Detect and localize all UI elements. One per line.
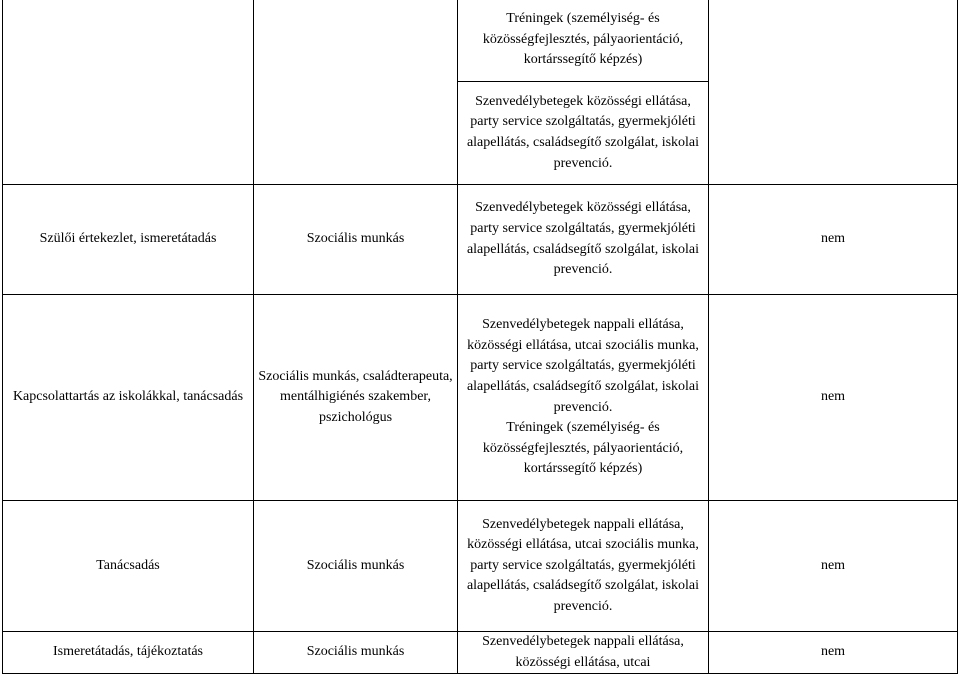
table-row <box>3 632 958 674</box>
service-text: Szenvedélybetegek nappali ellátása, közösségi ellátása, utcai szociális munka, party service szolgáltatás, gyermekjóléti alapellátás, családsegítő szolgálat, iskolai prevenció. <box>466 317 700 415</box>
service-cell <box>458 295 709 501</box>
activity-cell: Szülői értekezlet, ismeretátadás <box>3 185 254 295</box>
activity-cell: Kapcsolattartás az iskolákkal, tanácsadás <box>3 295 254 501</box>
table-row <box>3 501 958 632</box>
fee-cell: nem <box>709 632 958 674</box>
fee-cell: nem <box>709 501 958 632</box>
service-cell: Szenvedélybetegek nappali ellátása, közösségi ellátása, utcai <box>458 632 709 674</box>
service-cell: Tréningek (személyiség- és közösségfejlesztés, pályaorientáció, kortárssegítő képzés) <box>458 0 709 82</box>
table-row <box>3 185 958 295</box>
activity-cell <box>3 0 254 185</box>
staff-cell: Szociális munkás <box>254 632 458 674</box>
services-table <box>2 0 958 674</box>
staff-cell: Szociális munkás, családterapeuta, mentálhigiénés szakember, pszichológus <box>254 295 458 501</box>
staff-cell: Szociális munkás <box>254 501 458 632</box>
activity-cell: Tanácsadás <box>3 501 254 632</box>
service-cell: Szenvedélybetegek közösségi ellátása, party service szolgáltatás, gyermekjóléti alapellátás, családsegítő szolgálat, iskolai prevenció. <box>458 185 709 295</box>
table-row <box>3 295 958 501</box>
fee-cell: nem <box>709 185 958 295</box>
activity-cell: Ismeretátadás, tájékoztatás <box>3 632 254 674</box>
fee-cell: nem <box>709 295 958 501</box>
staff-cell <box>254 0 458 185</box>
staff-cell: Szociális munkás <box>254 185 458 295</box>
training-text: Tréningek (személyiség- és közösségfejlesztés, pályaorientáció, kortárssegítő képzés) <box>482 420 684 477</box>
service-cell: Szenvedélybetegek közösségi ellátása, party service szolgáltatás, gyermekjóléti alapellátás, családsegítő szolgálat, iskolai prevenció. <box>458 82 709 185</box>
service-cell: Szenvedélybetegek nappali ellátása, közösségi ellátása, utcai szociális munka, party service szolgáltatás, gyermekjóléti alapellátás, családsegítő szolgálat, iskolai prevenció. <box>458 501 709 632</box>
table-row <box>3 0 958 82</box>
fee-cell <box>709 0 958 185</box>
